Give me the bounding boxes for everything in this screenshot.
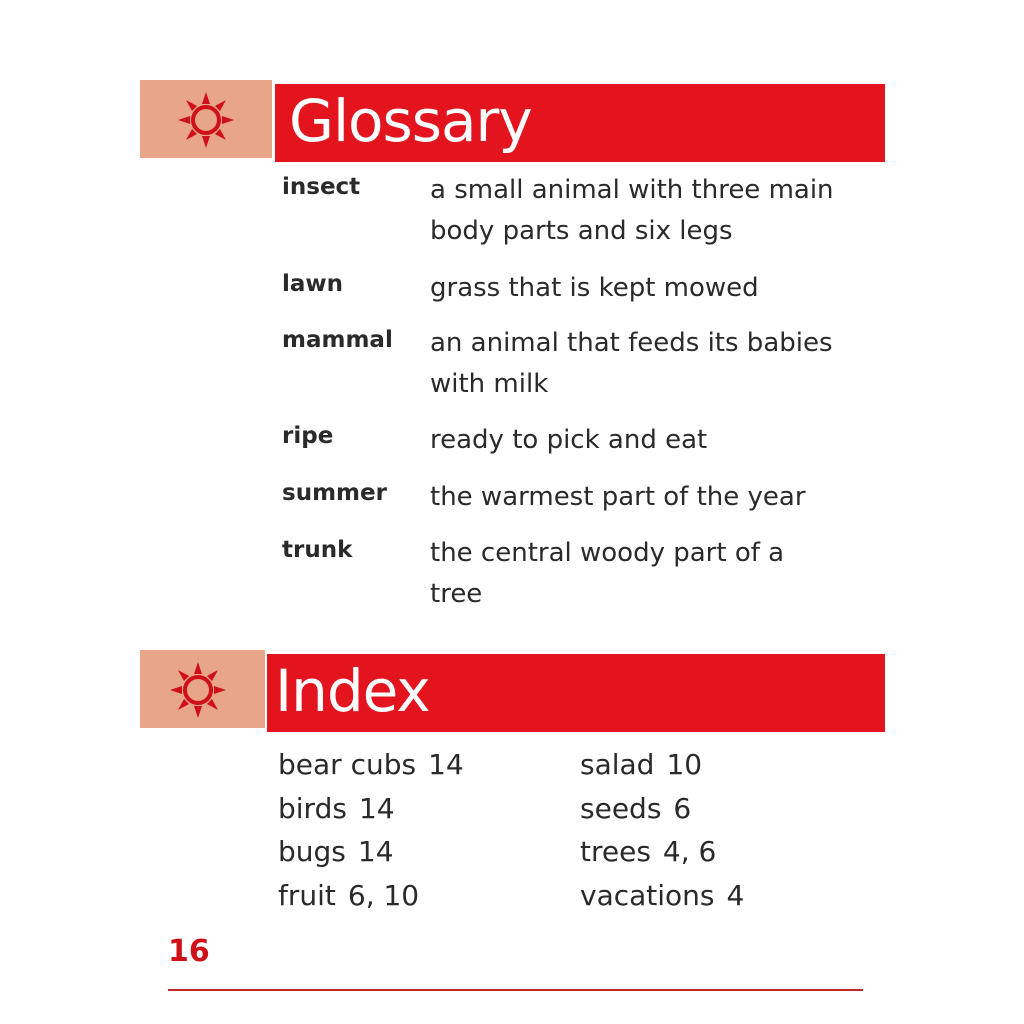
glossary-definition: grass that is kept mowed	[430, 273, 759, 303]
glossary-definition: a small animal with three main body parts and six legs	[430, 175, 834, 246]
index-word: fruit	[278, 878, 336, 912]
glossary-term: lawn	[282, 271, 344, 297]
footer-divider	[168, 989, 863, 991]
glossary-definition: the warmest part of the year	[430, 482, 806, 512]
glossary-term: summer	[282, 480, 387, 506]
glossary-definition: ready to pick and eat	[430, 425, 708, 455]
glossary-term: trunk	[282, 537, 353, 563]
glossary-term: ripe	[282, 423, 334, 449]
index-right-column	[580, 743, 744, 917]
index-entry	[580, 874, 744, 918]
index-word: trees	[580, 835, 651, 868]
index-word: salad	[580, 748, 655, 781]
glossary-definition: an animal that feeds its babies with milk	[430, 328, 833, 399]
glossary-banner	[140, 80, 885, 158]
index-entry	[278, 787, 464, 831]
index-pages: 14	[357, 835, 394, 868]
index-entry	[580, 743, 744, 787]
index-pages: 4, 6	[662, 835, 717, 868]
index-left-column	[278, 743, 464, 917]
index-pages: 4	[726, 878, 745, 912]
index-word: birds	[278, 791, 347, 825]
index-entry	[278, 874, 464, 918]
index-word: bear cubs	[278, 748, 417, 781]
sun-icon	[176, 90, 236, 150]
sun-icon	[168, 660, 228, 720]
page-number: 16	[168, 934, 210, 969]
glossary-term: insect	[282, 174, 361, 200]
index-entry	[278, 830, 464, 874]
index-word: vacations	[580, 878, 715, 912]
index-word: bugs	[278, 835, 346, 868]
index-entry	[278, 743, 464, 787]
index-entry	[580, 830, 744, 874]
index-pages: 6, 10	[347, 878, 420, 912]
index-pages: 6	[673, 791, 692, 825]
index-pages: 14	[358, 791, 395, 825]
glossary-definition: the central woody part of a tree	[430, 538, 785, 609]
glossary-title: Glossary	[289, 87, 532, 155]
index-icon-box	[140, 650, 265, 728]
glossary-term: mammal	[282, 327, 393, 353]
index-word: seeds	[580, 791, 662, 825]
index-banner	[140, 650, 885, 728]
index-entry	[580, 787, 744, 831]
index-title: Index	[275, 657, 430, 725]
index-pages: 10	[666, 748, 703, 781]
index-title-bar	[267, 654, 885, 732]
glossary-icon-box	[140, 80, 272, 158]
index-pages: 14	[428, 748, 464, 781]
glossary-title-bar	[275, 84, 885, 162]
